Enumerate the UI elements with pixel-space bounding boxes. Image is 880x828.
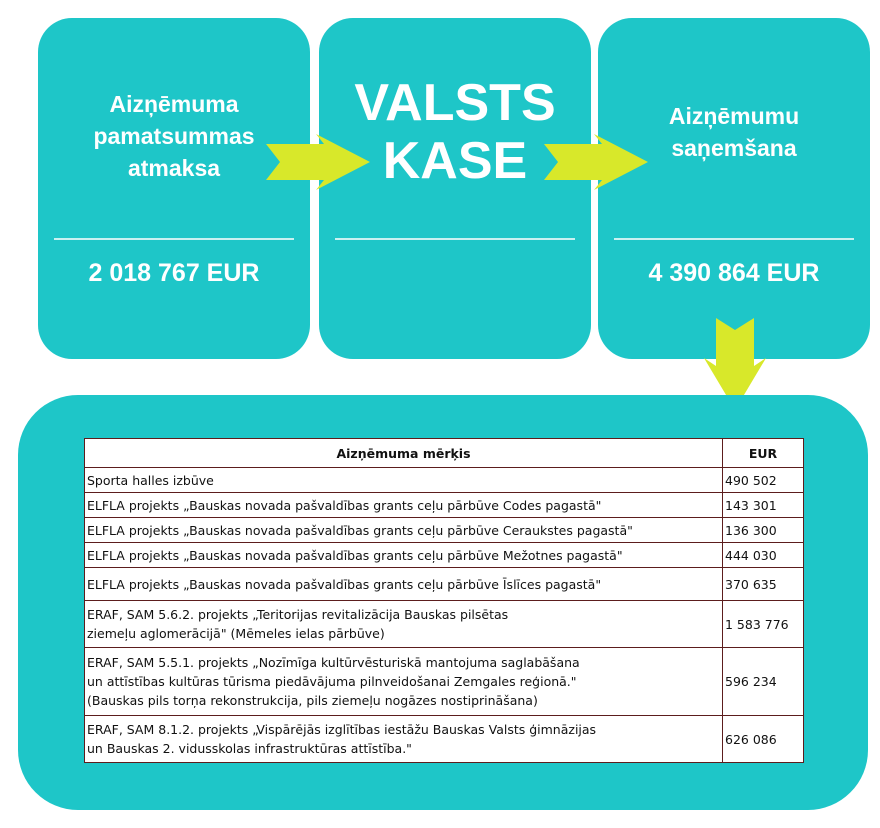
repayment-amount: 2 018 767 EUR [88, 259, 260, 287]
purpose-cell: ERAF, SAM 5.6.2. projekts „Teritorijas revitalizācija Bauskas pilsētas ziemeļu aglomerācijā" (Mēmeles ielas pārbūve) [85, 601, 723, 648]
purpose-cell: ELFLA projekts „Bauskas novada pašvaldības grants ceļu pārbūve Ceraukstes pagastā" [85, 518, 723, 543]
purpose-cell: ELFLA projekts „Bauskas novada pašvaldības grants ceļu pārbūve Īslīces pagastā" [85, 568, 723, 601]
purpose-cell: ERAF, SAM 5.5.1. projekts „Nozīmīga kultūrvēsturiskā mantojuma saglabāšana un attīstības kultūras tūrisma piedāvājuma pilnveidošanai Zemgales reģionā." (Bauskas pils torņa rekonstrukcija, pils ziemeļu nogāzes nostiprināšana) [85, 648, 723, 716]
table-row [85, 601, 804, 648]
eur-cell: 596 234 [723, 648, 804, 716]
purpose-cell: ERAF, SAM 8.1.2. projekts „Vispārējās izglītības iestāžu Bauskas Valsts ģimnāzijas un Bauskas 2. vidusskolas infrastruktūras attīstība." [85, 716, 723, 763]
arrow-right-icon [266, 134, 370, 190]
eur-cell: 444 030 [723, 543, 804, 568]
table-header-row [85, 439, 804, 468]
repayment-divider [54, 238, 294, 240]
purpose-cell: Sporta halles izbūve [85, 468, 723, 493]
repayment-title: Aizņēmuma pamatsummas atmaksa [93, 91, 255, 181]
treasury-divider [335, 238, 575, 240]
receiving-amount: 4 390 864 EUR [648, 259, 820, 287]
arrow-right-icon [544, 134, 648, 190]
purpose-header: Aizņēmuma mērķis [85, 439, 723, 468]
treasury-title: VALSTS KASE [354, 74, 556, 190]
purpose-cell: ELFLA projekts „Bauskas novada pašvaldības grants ceļu pārbūve Codes pagastā" [85, 493, 723, 518]
eur-cell: 136 300 [723, 518, 804, 543]
eur-cell: 370 635 [723, 568, 804, 601]
eur-header: EUR [723, 439, 804, 468]
table-row [85, 493, 804, 518]
receiving-divider [614, 238, 854, 240]
table-row [85, 518, 804, 543]
eur-cell: 490 502 [723, 468, 804, 493]
table-row [85, 568, 804, 601]
eur-cell: 143 301 [723, 493, 804, 518]
eur-cell: 626 086 [723, 716, 804, 763]
eur-cell: 1 583 776 [723, 601, 804, 648]
table-row [85, 648, 804, 716]
purpose-cell: ELFLA projekts „Bauskas novada pašvaldības grants ceļu pārbūve Mežotnes pagastā" [85, 543, 723, 568]
table-row [85, 543, 804, 568]
loan-purpose-table [84, 438, 804, 763]
receiving-title: Aizņēmumu saņemšana [668, 103, 800, 161]
table-row [85, 716, 804, 763]
table-row [85, 468, 804, 493]
